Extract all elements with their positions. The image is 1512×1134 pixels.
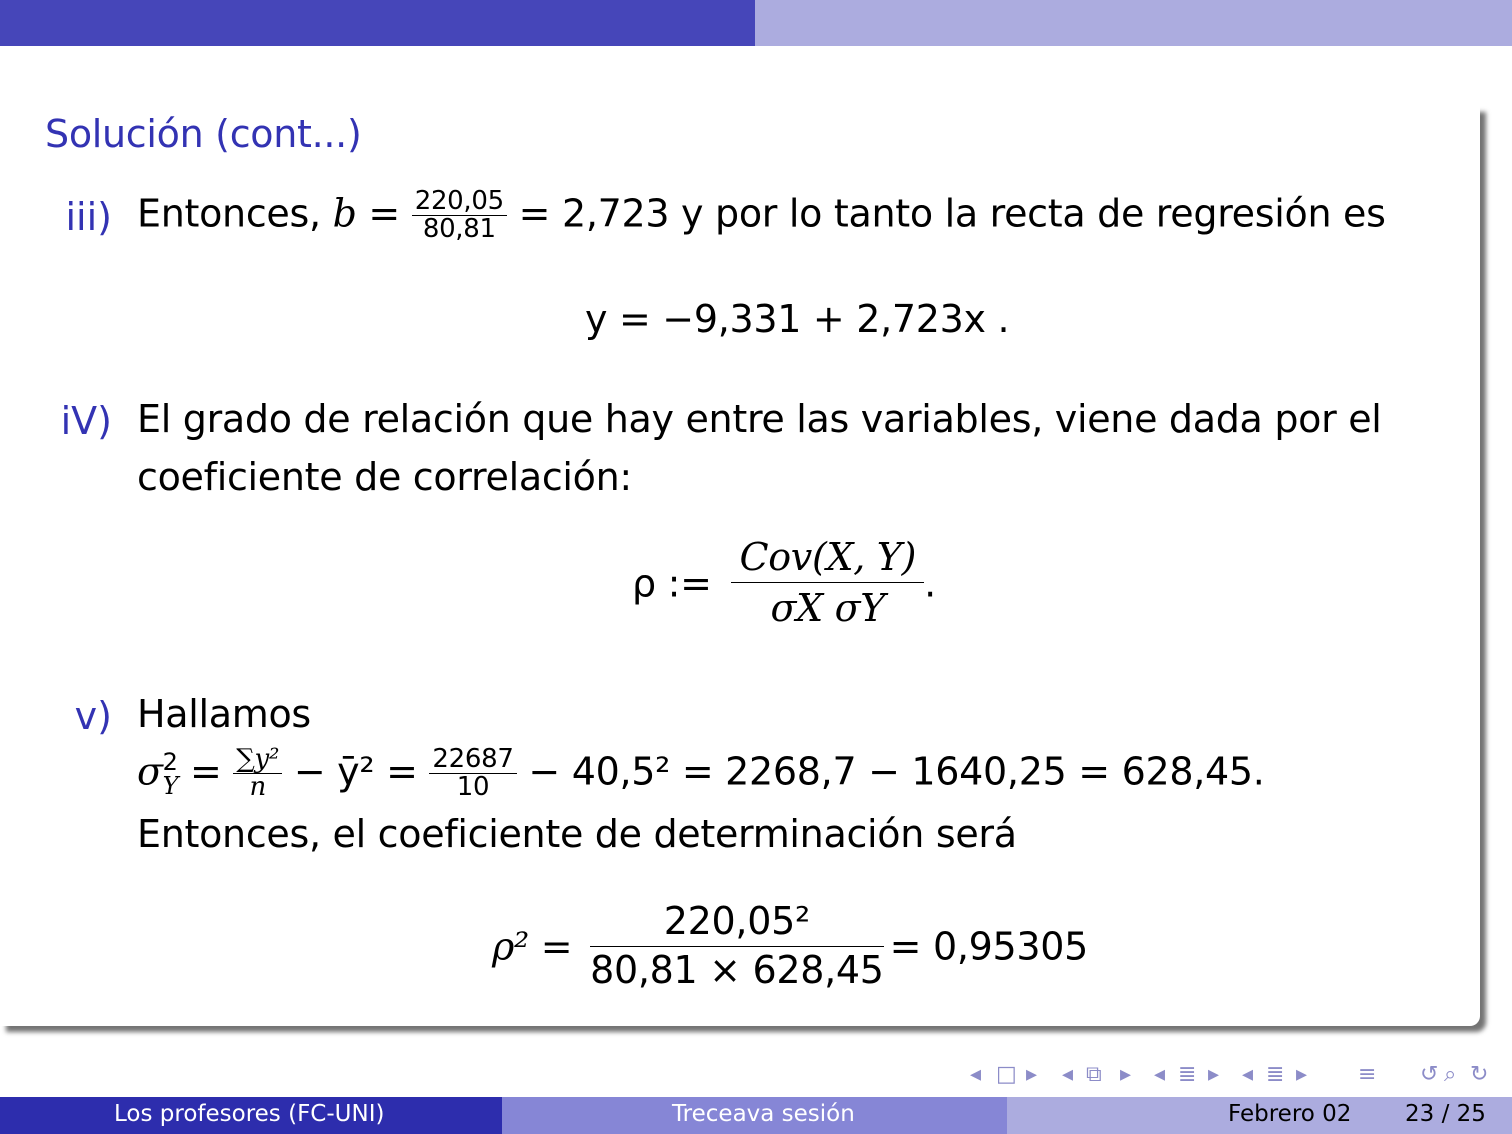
nav-prev-section-icon[interactable]: ◂ — [1242, 1062, 1254, 1087]
header-bar-right — [755, 0, 1512, 46]
beamer-nav-symbols — [970, 1062, 1500, 1090]
b-fraction — [412, 188, 507, 244]
correlation-end: . — [924, 561, 936, 606]
footer-bar — [0, 1097, 1512, 1134]
footer-middle — [502, 1097, 1007, 1134]
item-iv-line-2: coeficiente de correlación: — [137, 455, 632, 499]
sum-fraction — [233, 746, 282, 802]
variance-rest: − 40,5² = 2268,7 − 1640,25 = 628,45. — [516, 749, 1265, 794]
rho2-fraction — [590, 899, 884, 992]
nav-section-icon[interactable]: ≣ — [1266, 1062, 1285, 1087]
nav-next-section-icon[interactable]: ▸ — [1296, 1062, 1308, 1087]
sigma-subscript: Y — [162, 771, 179, 800]
footer-title: Treceava sesión — [672, 1101, 855, 1127]
correlation-numerator: Cov(X, Y) — [731, 538, 924, 583]
rho2-denominator: 80,81 × 628,45 — [590, 947, 884, 992]
b-fraction-denominator: 80,81 — [422, 214, 496, 245]
variance-equation — [137, 746, 1265, 802]
value-numerator: 22687 — [429, 746, 516, 774]
correlation-denominator: σX σY — [770, 585, 886, 630]
equals-1: = — [178, 749, 234, 794]
nav-document-icon[interactable]: ≡ — [1358, 1062, 1377, 1087]
item-iv-line-1: El grado de relación que hay entre las variables, viene dada por el — [137, 397, 1382, 441]
sum-denominator: n — [249, 772, 266, 803]
nav-back-icon[interactable]: ↺ — [1420, 1062, 1439, 1087]
footer-date: Febrero 02 — [1228, 1101, 1352, 1127]
value-denominator: 10 — [456, 772, 490, 803]
value-fraction — [429, 746, 516, 802]
nav-subsection-icon[interactable]: ≣ — [1178, 1062, 1197, 1087]
nav-next-subsection-icon[interactable]: ▸ — [1208, 1062, 1220, 1087]
footer-left — [0, 1097, 502, 1134]
enum-label-iv: iV) — [60, 399, 112, 443]
correlation-fraction — [731, 535, 924, 630]
rho2-lhs: ρ² = — [492, 924, 573, 969]
nav-next-slide-icon[interactable]: ▸ — [1120, 1062, 1132, 1087]
sigma-scripts — [162, 747, 179, 800]
item-iii-text-after: = 2,723 y por lo tanto la recta de regresión es — [506, 191, 1386, 236]
b-fraction-numerator: 220,05 — [412, 188, 507, 216]
sigma-superscript: 2 — [162, 747, 178, 776]
nav-slide-icon[interactable]: ⧉ — [1086, 1062, 1102, 1087]
item-v-line-1: Hallamos — [137, 692, 311, 736]
correlation-formula — [632, 535, 936, 630]
regression-line-equation: y = −9,331 + 2,723x . — [585, 297, 1010, 341]
enum-label-iii: iii) — [65, 195, 112, 239]
header-bar-left — [0, 0, 755, 46]
footer-page-number: 23 / 25 — [1405, 1101, 1486, 1127]
rho2-rhs: = 0,95305 — [889, 924, 1088, 969]
enum-label-v: v) — [74, 694, 112, 738]
item-v-line-3: Entonces, el coeficiente de determinación será — [137, 812, 1017, 856]
determination-formula — [492, 899, 1088, 992]
nav-search-icon[interactable]: ⌕ — [1444, 1062, 1457, 1087]
nav-prev-subsection-icon[interactable]: ◂ — [1154, 1062, 1166, 1087]
rho-lhs: ρ := — [632, 561, 712, 606]
footer-right — [1007, 1097, 1512, 1134]
sum-numerator: ∑y² — [233, 746, 282, 774]
nav-frame-icon[interactable]: □ — [996, 1062, 1017, 1087]
nav-next-frame-icon[interactable]: ▸ — [1026, 1062, 1038, 1087]
nav-prev-frame-icon[interactable]: ◂ — [970, 1062, 982, 1087]
b-variable: b — [332, 191, 357, 236]
block-title: Solución (cont...) — [45, 112, 362, 156]
rho2-numerator: 220,05² — [590, 902, 884, 947]
nav-forward-icon[interactable]: ↻ — [1470, 1062, 1489, 1087]
footer-authors: Los profesores (FC-UNI) — [114, 1101, 385, 1127]
item-iii-line — [137, 188, 1386, 244]
sigma-symbol: σ — [137, 749, 163, 794]
minus-ybar: − ȳ² = — [282, 749, 430, 794]
nav-prev-slide-icon[interactable]: ◂ — [1062, 1062, 1074, 1087]
item-iii-text-before: Entonces, — [137, 191, 333, 236]
equals-sign: = — [356, 191, 412, 236]
